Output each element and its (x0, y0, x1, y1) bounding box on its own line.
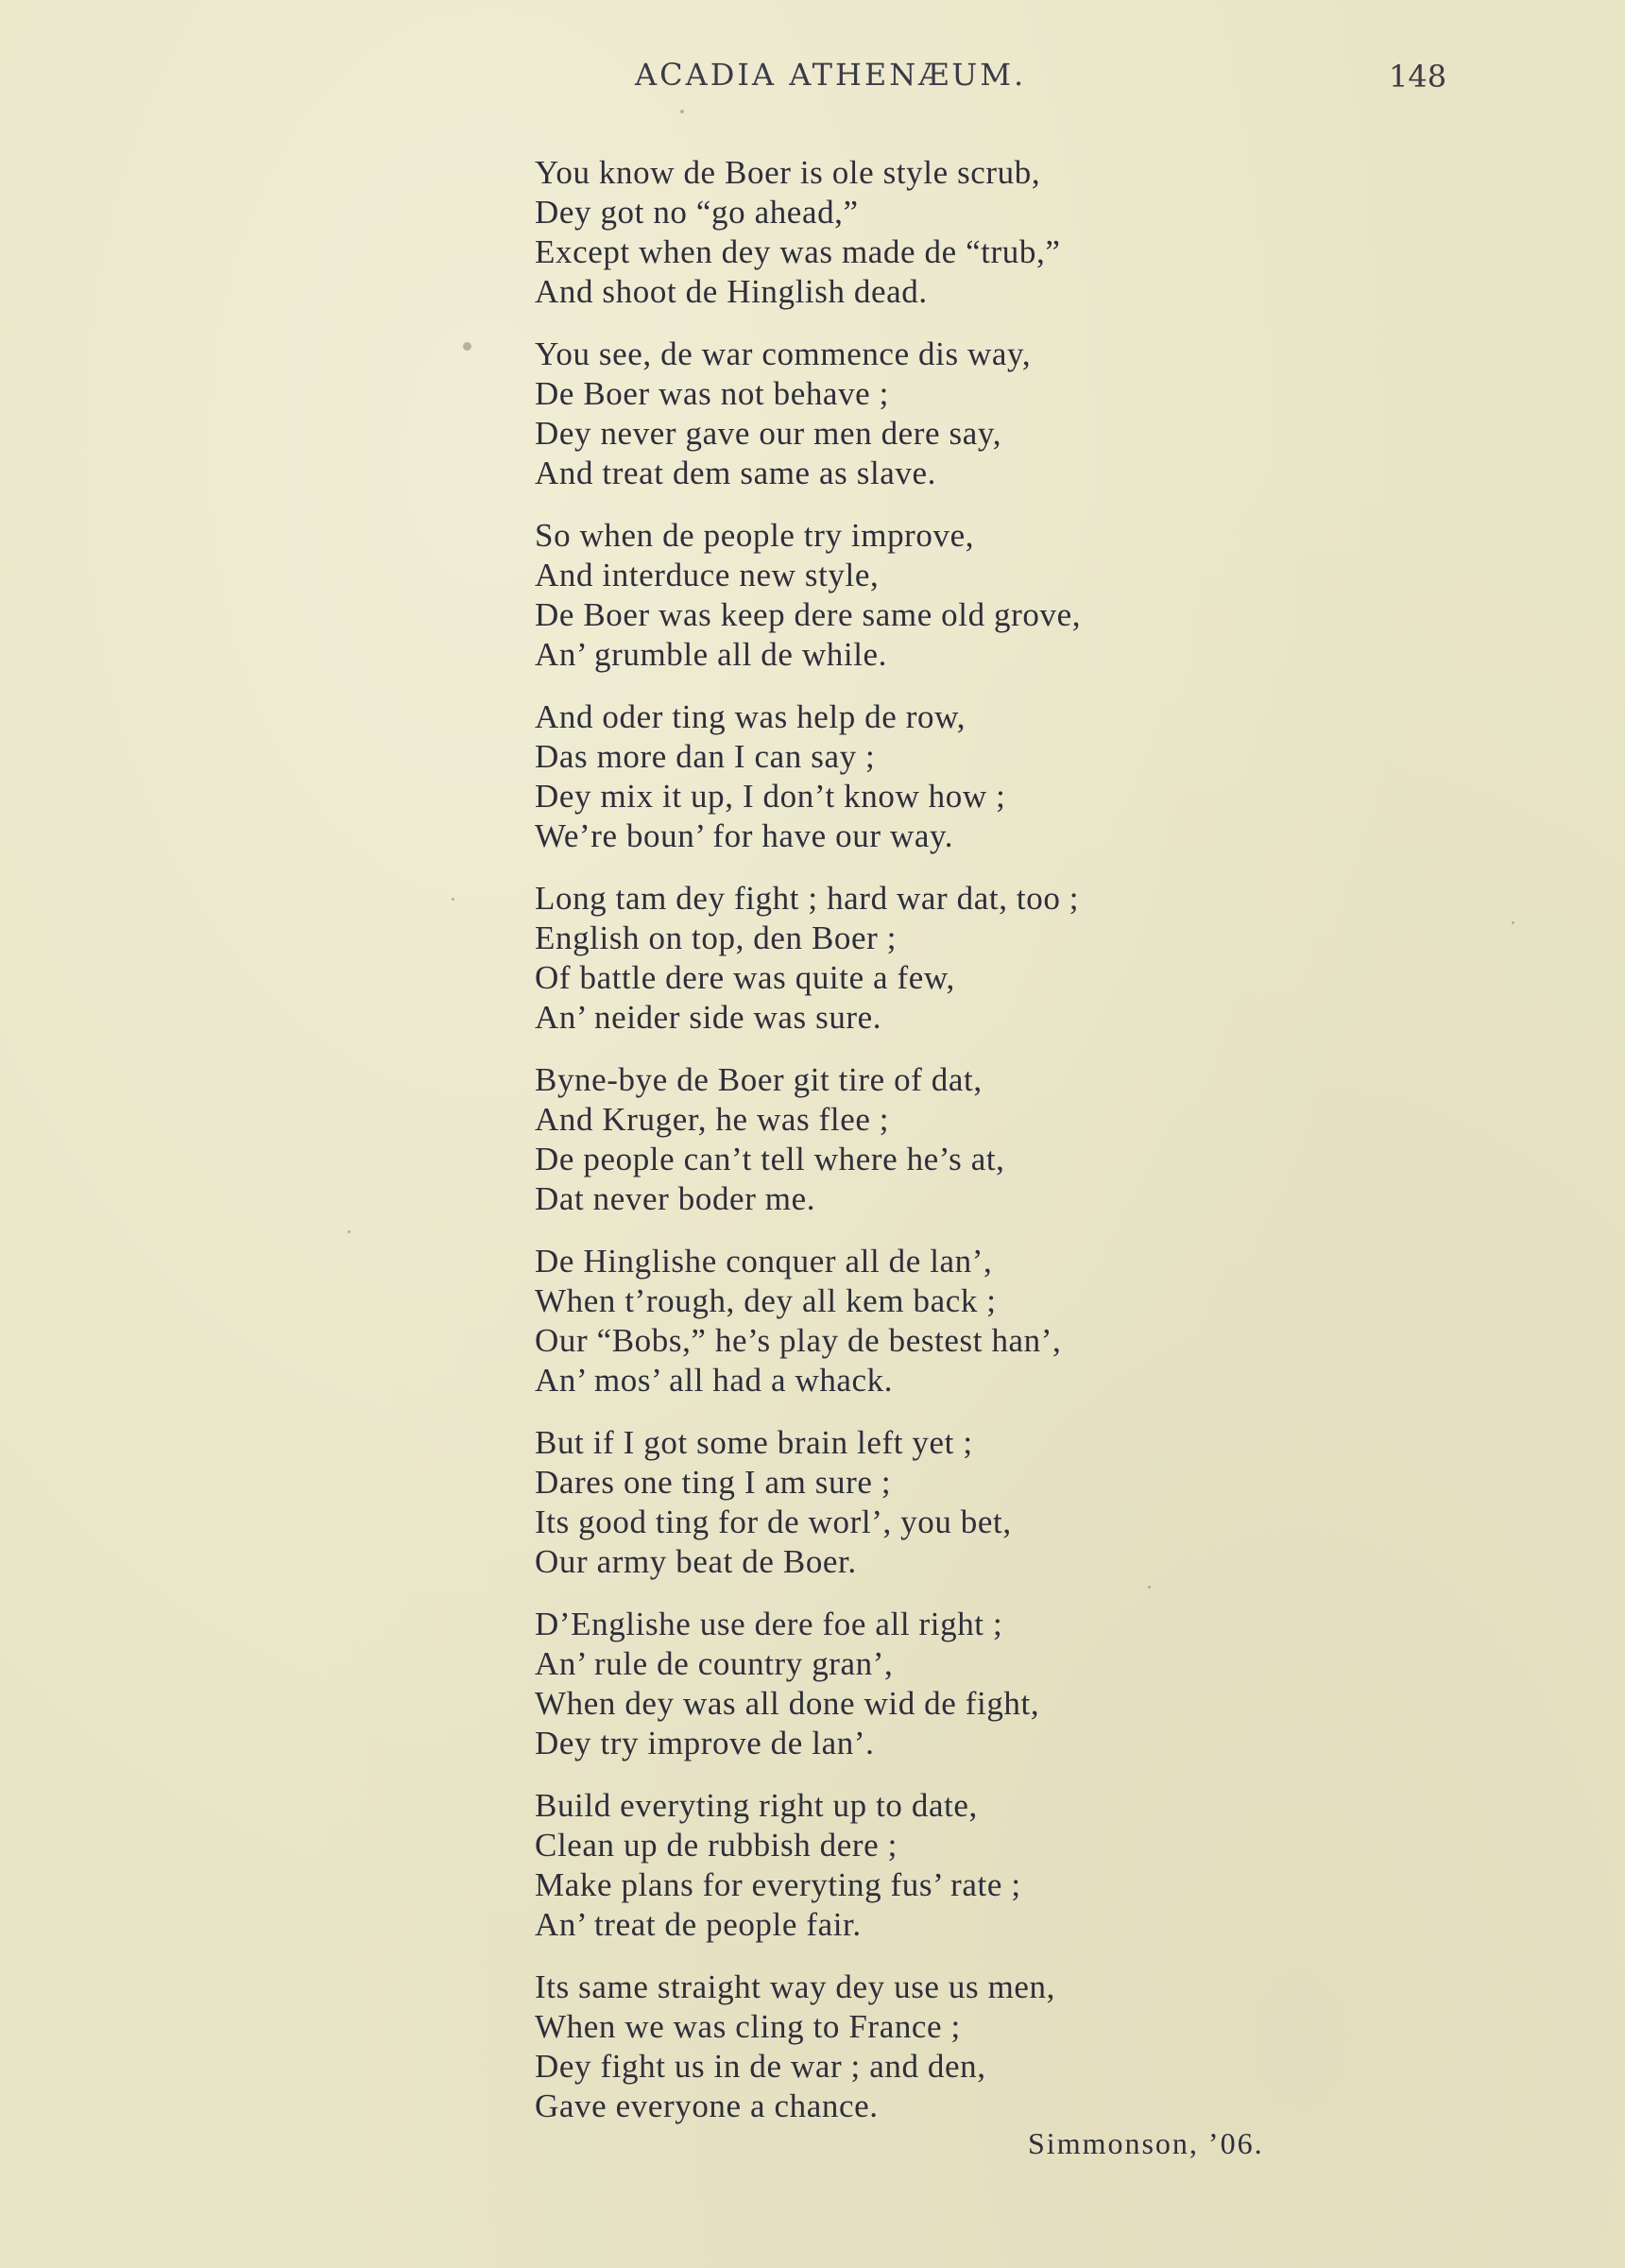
paper-speck (1148, 1586, 1151, 1589)
poem-line: Dey never gave our men dere say, (535, 415, 1002, 452)
poem-line: When we was cling to France ; (535, 2008, 961, 2045)
poem-line: De Boer was not behave ; (535, 375, 889, 412)
paper-speck (1512, 921, 1514, 924)
poem-line: An’ rule de country gran’, (535, 1645, 894, 1682)
poem-line: Clean up de rubbish dere ; (535, 1827, 898, 1864)
poem-line: Gave everyone a chance. (535, 2088, 879, 2124)
poem-line: And treat dem same as slave. (535, 455, 936, 491)
poem-line: An’ mos’ all had a whack. (535, 1362, 894, 1399)
poem-line: You see, de war commence dis way, (535, 335, 1032, 372)
running-title: ACADIA ATHENÆUM. (635, 57, 1027, 93)
poem-line: Our army beat de Boer. (535, 1543, 857, 1580)
poem-line: An’ treat de people fair. (535, 1906, 862, 1943)
poem-line: Byne-bye de Boer git tire of dat, (535, 1061, 983, 1098)
poem-line: Make plans for everyting fus’ rate ; (535, 1866, 1021, 1903)
poem-line: Dey fight us in de war ; and den, (535, 2048, 986, 2085)
poem-line: English on top, den Boer ; (535, 919, 898, 956)
poem-line: And shoot de Hinglish dead. (535, 273, 928, 310)
poem-line: When t’rough, dey all kem back ; (535, 1282, 997, 1319)
poem-line: So when de people try improve, (535, 517, 975, 554)
poem-line: But if I got some brain left yet ; (535, 1424, 973, 1461)
poem-line: Dat never boder me. (535, 1180, 816, 1217)
author-signature: Simmonson, ’06. (1028, 2126, 1264, 2160)
poem-line: De Hinglishe conquer all de lan’, (535, 1243, 993, 1280)
poem-line: Build everyting right up to date, (535, 1787, 978, 1824)
poem-line: And interduce new style, (535, 557, 880, 593)
paper-speck (348, 1230, 351, 1233)
poem-line: An’ grumble all de while. (535, 636, 887, 673)
poem-line: Dey try improve de lan’. (535, 1725, 875, 1761)
stanza (535, 697, 1385, 856)
stanza (535, 335, 1385, 493)
poem-line: You know de Boer is ole style scrub, (535, 154, 1041, 191)
poem-line: Except when dey was made de “trub,” (535, 233, 1061, 270)
poem-line: Its same straight way dey use us men, (535, 1968, 1055, 2005)
poem-line: Of battle dere was quite a few, (535, 959, 955, 996)
poem-line: Its good ting for de worl’, you bet, (535, 1503, 1012, 1540)
stanza (535, 1423, 1385, 1582)
stanza (535, 1967, 1385, 2126)
stanza (535, 879, 1385, 1038)
stanza (535, 1786, 1385, 1945)
stanza (535, 1060, 1385, 1219)
stanza (535, 153, 1385, 312)
poem-line: D’Englishe use dere foe all right ; (535, 1606, 1003, 1642)
page-number: 148 (1389, 59, 1447, 94)
poem-line: Dey mix it up, I don’t know how ; (535, 778, 1006, 815)
poem-line: Das more dan I can say ; (535, 738, 876, 775)
paper-speck (452, 898, 454, 901)
poem-line: We’re boun’ for have our way. (535, 817, 954, 854)
poem-line: Long tam dey fight ; hard war dat, too ; (535, 880, 1080, 917)
poem-line: And oder ting was help de row, (535, 698, 966, 735)
poem-line: Our “Bobs,” he’s play de bestest han’, (535, 1322, 1062, 1359)
poem-body (535, 153, 1385, 2149)
poem-line: De Boer was keep dere same old grove, (535, 596, 1082, 633)
paper-speck (463, 342, 471, 351)
poem-line: De people can’t tell where he’s at, (535, 1141, 1005, 1177)
stanza (535, 1242, 1385, 1400)
stanza (535, 516, 1385, 675)
poem-line: When dey was all done wid de fight, (535, 1685, 1040, 1722)
poem-line: And Kruger, he was flee ; (535, 1101, 890, 1138)
poem-line: An’ neider side was sure. (535, 999, 882, 1036)
poem-line: Dey got no “go ahead,” (535, 194, 859, 231)
stanza (535, 1605, 1385, 1763)
poem-line: Dares one ting I am sure ; (535, 1464, 892, 1501)
paper-speck (680, 110, 684, 113)
